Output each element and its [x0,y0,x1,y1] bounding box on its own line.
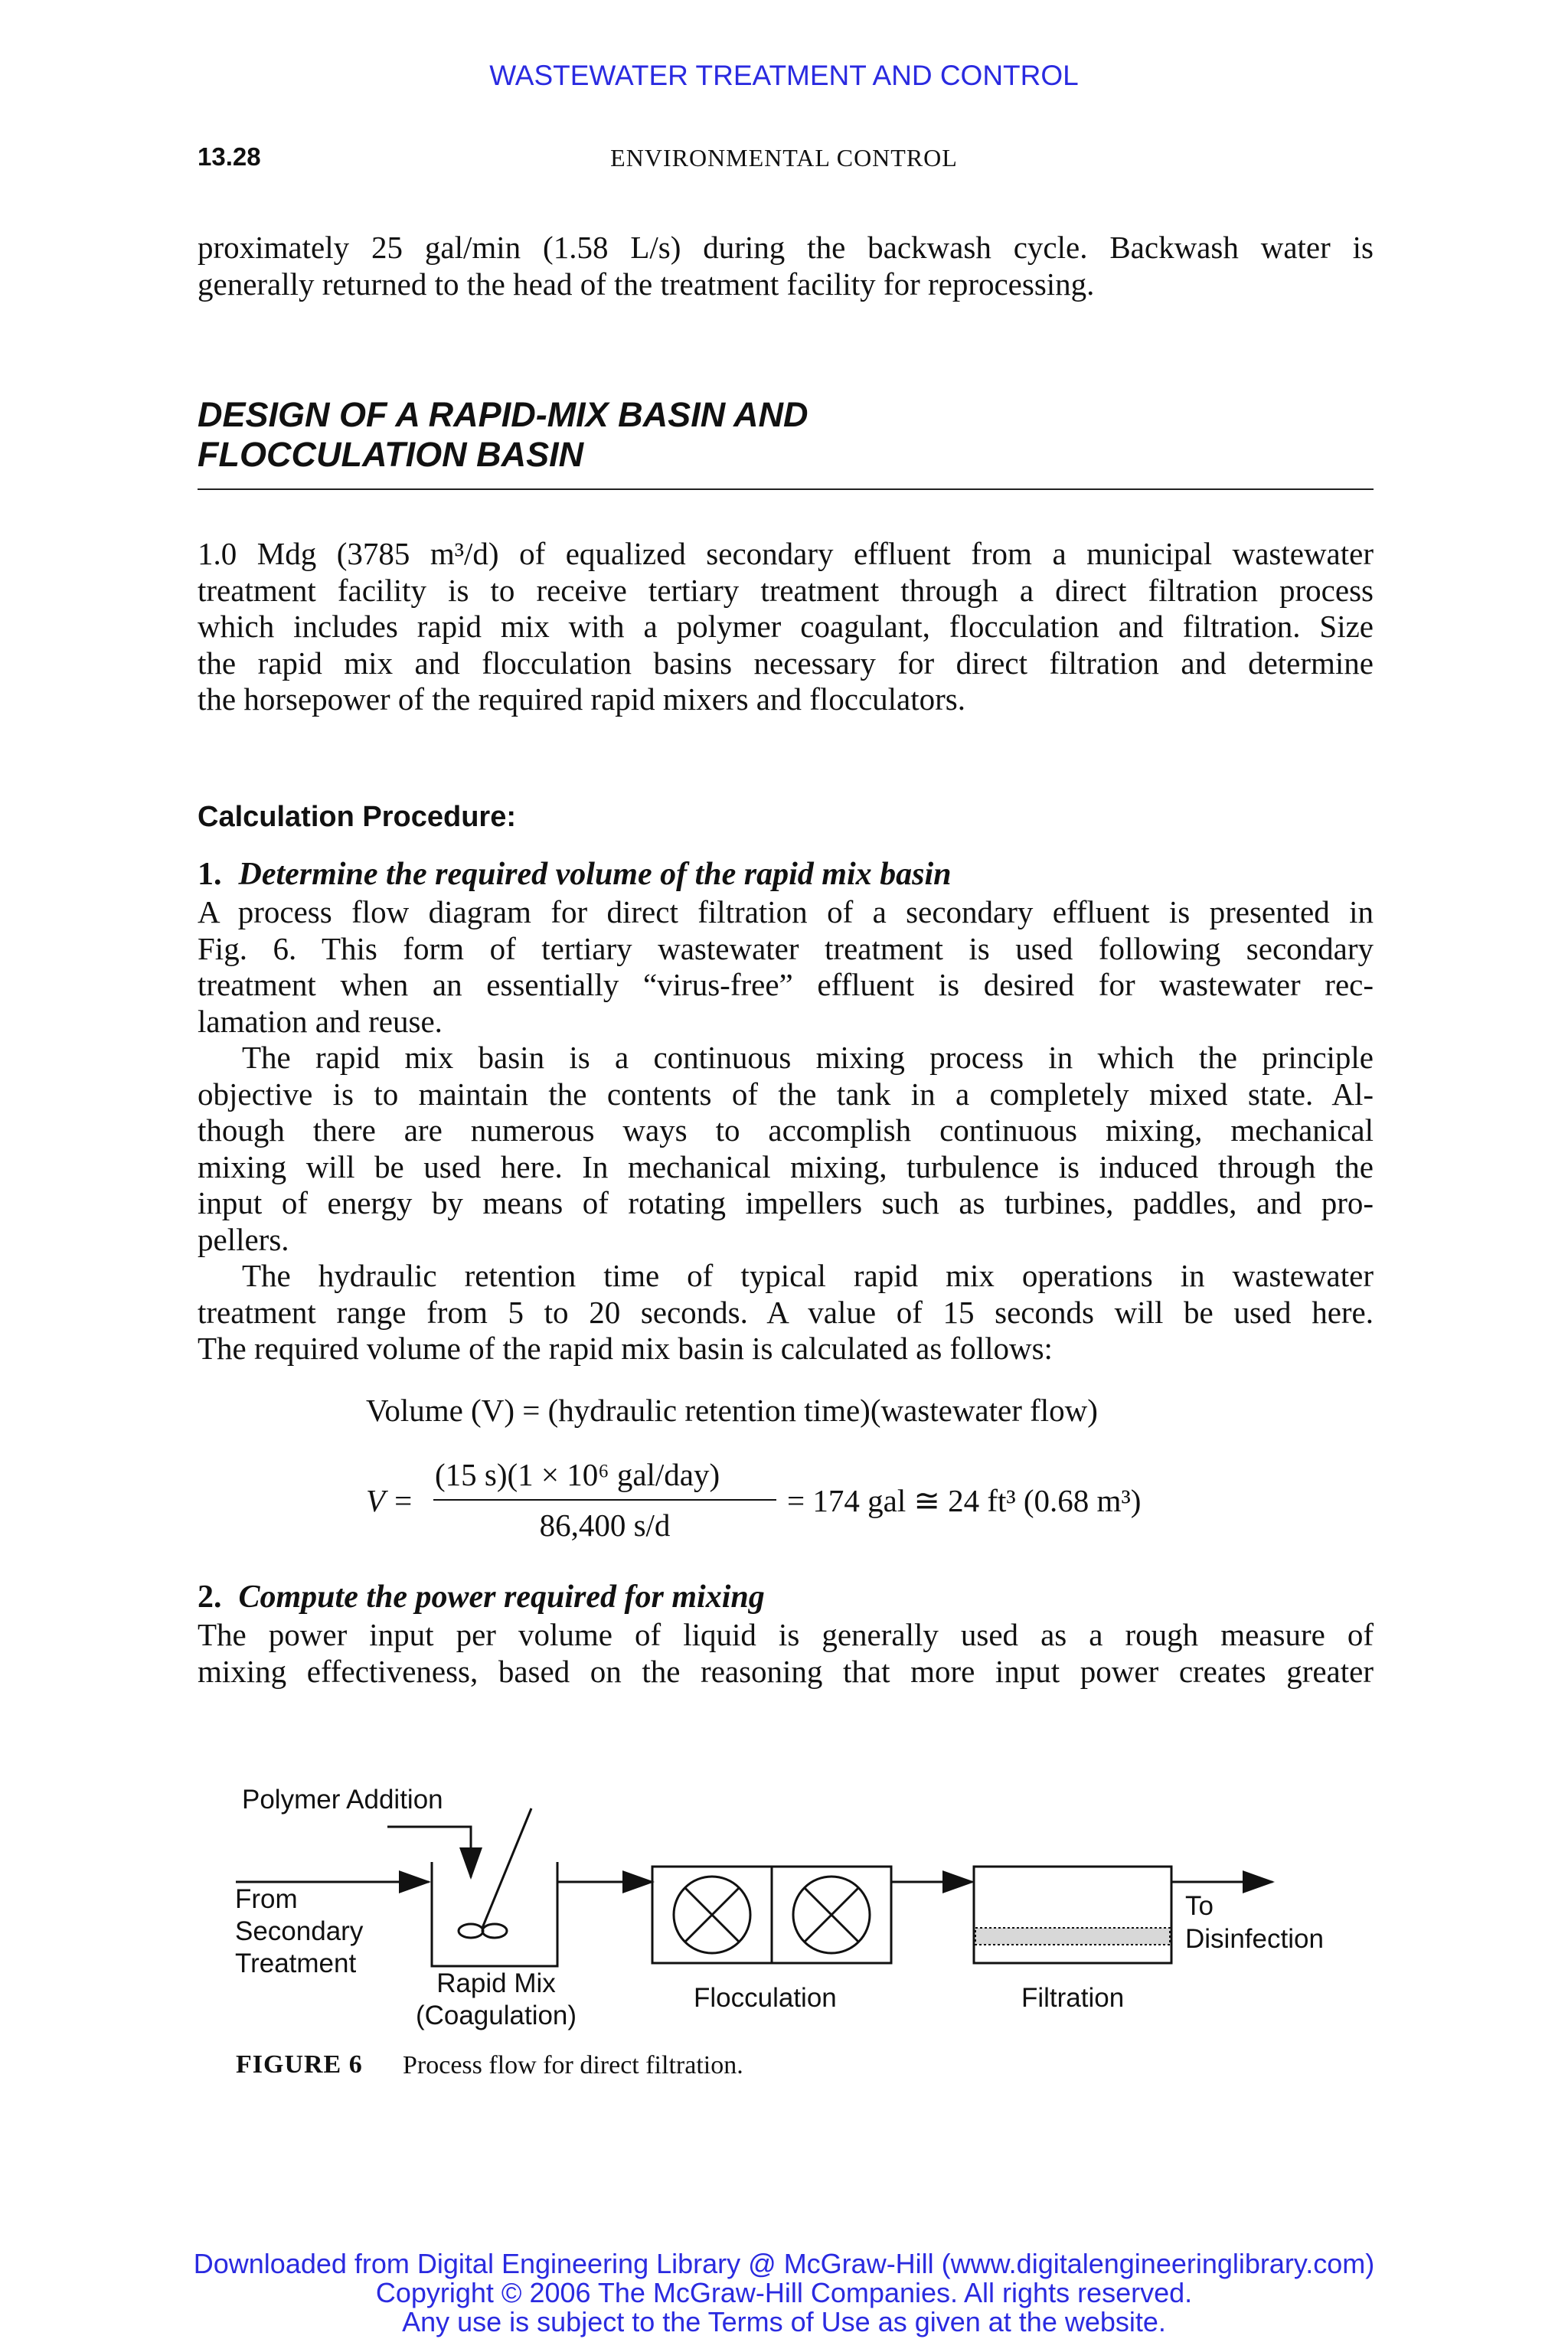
text-line: lamation and reuse. [198,1003,443,1039]
equation-result: = 174 gal ≅ 24 ft³ (0.68 m³) [787,1483,1142,1518]
text-line: treatment when an essentially “virus-free” effluent is desired for wastewater rec- [198,967,1374,1002]
problem-paragraph [198,536,1374,718]
running-head: ENVIRONMENTAL CONTROL [610,144,958,172]
section-title [198,395,808,475]
figure-caption-text: Process flow for direct filtration. [403,2051,743,2079]
text-line: though there are numerous ways to accomplish continuous mixing, mechanical [198,1112,1374,1148]
text-line: which includes rapid mix with a polymer coagulant, flocculation and filtration. Size [198,609,1374,644]
text-line: The required volume of the rapid mix basin is calculated as follows: [198,1331,1053,1366]
destination-label [1185,1890,1324,1955]
step-1-paragraph-3 [198,1258,1374,1367]
label-line: To [1185,1891,1214,1921]
procedure-heading: Calculation Procedure: [198,801,516,833]
label-line: Disinfection [1185,1924,1324,1954]
text-line: treatment range from 5 to 20 seconds. A value of 15 seconds will be used here. [198,1294,1374,1330]
text-line: proximately 25 gal/min (1.58 L/s) during the backwash cycle. Backwash water is [198,230,1374,265]
text-line: input of energy by means of rotating impellers such as turbines, paddles, and pro- [198,1185,1374,1220]
equation-lhs: V = [366,1483,414,1518]
text-line: objective is to maintain the contents of the tank in a completely mixed state. Al- [198,1076,1374,1112]
text-line: treatment facility is to receive tertiary treatment through a direct filtration process [198,572,1374,608]
flocculation-label: Flocculation [694,1983,837,2013]
text-line: The power input per volume of liquid is generally used as a rough measure of [198,1617,1374,1652]
footer-terms: Any use is subject to the Terms of Use as given at the website. [402,2306,1166,2337]
label-line: From [235,1884,298,1914]
step-1-paragraph-1 [198,894,1374,1040]
text-line: A process flow diagram for direct filtration of a secondary effluent is presented in [198,894,1374,929]
rapid-mix-tank [432,1862,557,1966]
polymer-label: Polymer Addition [242,1785,443,1815]
text-line: Fig. 6. This form of tertiary wastewater treatment is used following secondary [198,930,1374,966]
step-2-heading [198,1579,765,1615]
page-number: 13.28 [198,142,261,171]
section-title-line: FLOCCULATION BASIN [198,435,584,474]
rapid-mix-label [397,1968,596,2032]
intro-paragraph [198,230,1374,302]
text-line: The hydraulic retention time of typical rapid mix operations in wastewater [242,1258,1374,1293]
mixer-shaft [482,1808,531,1928]
footer-download-link[interactable]: Downloaded from Digital Engineering Library @ McGraw-Hill (www.digitalengineeringlibrary.com) [193,2248,1375,2279]
label-line: (Coagulation) [415,2001,577,2030]
section-rule [198,488,1374,490]
text-line: pellers. [198,1221,289,1257]
text-line: the horsepower of the required rapid mixers and flocculators. [198,681,965,717]
footer-copyright: Copyright © 2006 The McGraw-Hill Companies. All rights reserved. [375,2277,1193,2308]
step-2-paragraph [198,1617,1374,1690]
fraction-denominator: 86,400 s/d [539,1508,671,1543]
impeller-right [482,1924,507,1938]
fraction-bar [433,1499,776,1501]
text-line: the rapid mix and flocculation basins necessary for direct filtration and determine [198,645,1374,681]
label-line: Rapid Mix [436,1968,556,1998]
figure-caption-number: FIGURE 6 [236,2050,363,2079]
step-number: 2. [198,1579,222,1615]
step-1-paragraph-2 [198,1040,1374,1258]
text-line: The rapid mix basin is a continuous mixing process in which the principle [242,1040,1374,1075]
impeller-left [459,1924,483,1938]
text-line: mixing effectiveness, based on the reasoning that more input power creates greater [198,1653,1374,1689]
polymer-arrow [387,1827,471,1877]
step-title: Compute the power required for mixing [238,1579,765,1615]
source-label [235,1883,363,1980]
label-line: Secondary [235,1916,364,1946]
step-title: Determine the required volume of the rapid mix basin [238,857,952,892]
filtration-unit [974,1867,1171,1963]
text-line: generally returned to the head of the treatment facility for reprocessing. [198,266,1095,302]
filter-media [975,1928,1170,1945]
step-1-heading [198,856,952,893]
text-line: 1.0 Mdg (3785 m³/d) of equalized secondary effluent from a municipal wastewater [198,536,1374,571]
text-line: mixing will be used here. In mechanical mixing, turbulence is induced through the [198,1148,1374,1184]
step-number: 1. [198,857,222,892]
filtration-label: Filtration [1021,1983,1125,2013]
source-banner: WASTEWATER TREATMENT AND CONTROL [489,60,1079,91]
fraction-numerator: (15 s)(1 × 10⁶ gal/day) [435,1457,720,1492]
label-line: Treatment [235,1949,357,1978]
volume-definition-equation: Volume (V) = (hydraulic retention time)(wastewater flow) [366,1393,1098,1428]
section-title-line: DESIGN OF A RAPID-MIX BASIN AND [198,395,808,434]
